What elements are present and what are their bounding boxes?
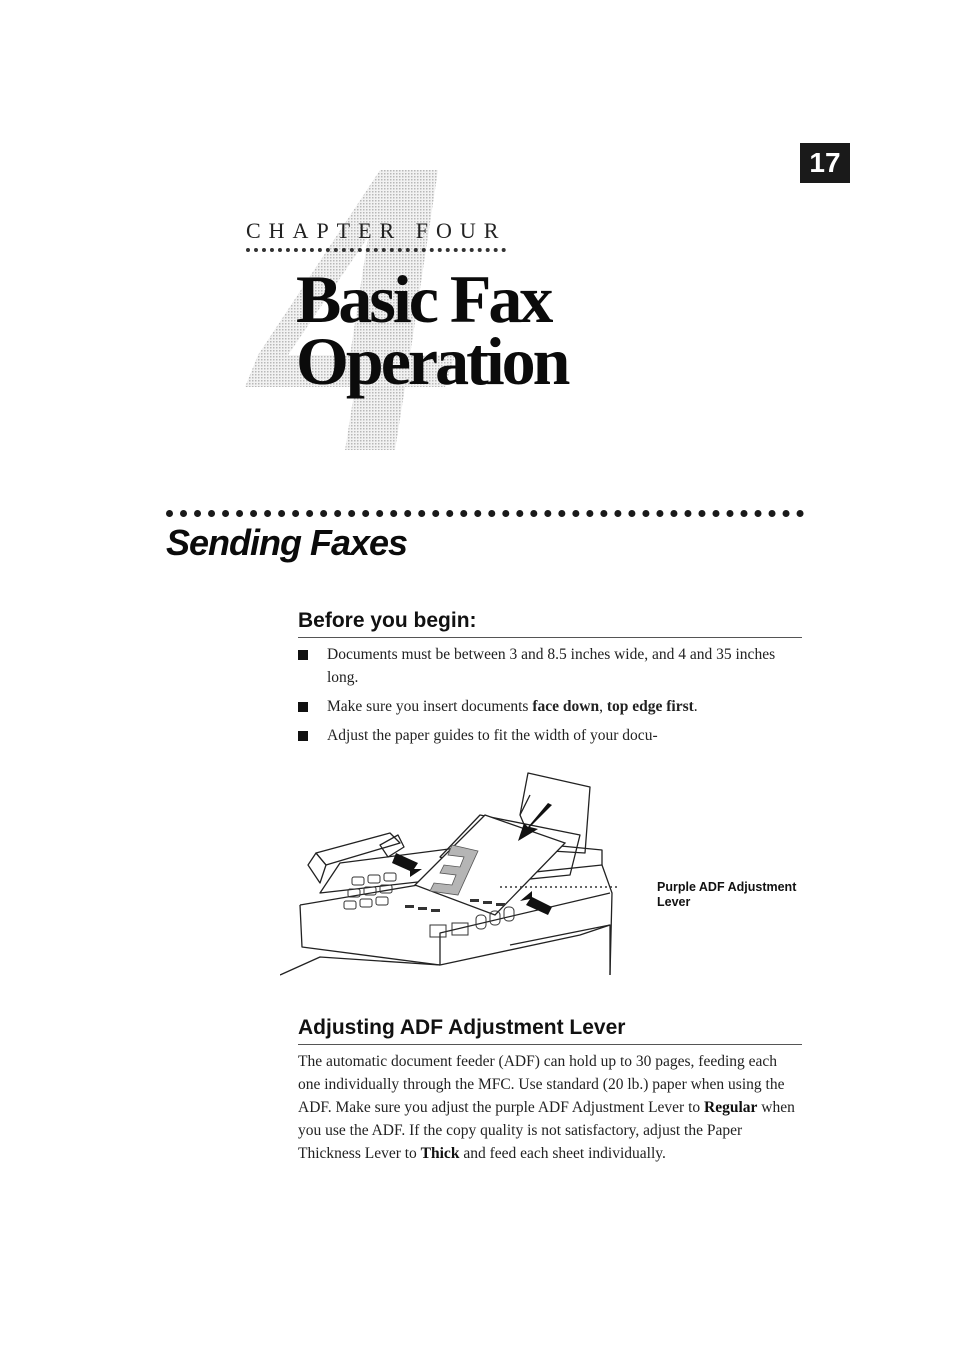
before-heading-rule	[298, 637, 802, 638]
figure-callout-label: Purple ADF Adjustment Lever	[657, 880, 797, 909]
section-title: Sending Faxes	[166, 522, 408, 563]
fax-machine-illustration	[280, 765, 620, 980]
chapter-title-line-2: Operation	[296, 323, 568, 399]
chapter-title-line-1: Basic Fax	[296, 261, 551, 337]
before-heading: Before you begin:	[298, 609, 477, 632]
section-divider	[166, 510, 804, 517]
bullet-square-icon	[298, 650, 308, 660]
adf-heading-rule	[298, 1044, 802, 1045]
chapter-title	[296, 261, 568, 399]
adf-paragraph: The automatic document feeder (ADF) can hold up to 30 pages, feeding each one individually through the MFC. Use standard (20 lb.) paper when using the ADF. Make sure you adjust the purple ADF Adjustment Lever to Regular when you use the ADF. If the copy quality is not satisfactory, adjust the Paper Thickness Lever to Thick and feed each sheet individually.	[298, 1053, 795, 1162]
adf-heading: Adjusting ADF Adjustment Lever	[298, 1016, 626, 1039]
page-number: 17	[800, 143, 850, 183]
bullet-square-icon	[298, 731, 308, 741]
list-item: Adjust the paper guides to fit the width of your docu-	[298, 724, 798, 747]
list-item: Make sure you insert documents face down, top edge first.	[298, 695, 798, 718]
chapter-label: CHAPTER FOUR	[246, 218, 507, 243]
bullet-square-icon	[298, 702, 308, 712]
list-item: Documents must be between 3 and 8.5 inches wide, and 4 and 35 inches long.	[298, 643, 798, 689]
chapter-divider	[246, 248, 506, 252]
bullet-list	[298, 643, 798, 753]
